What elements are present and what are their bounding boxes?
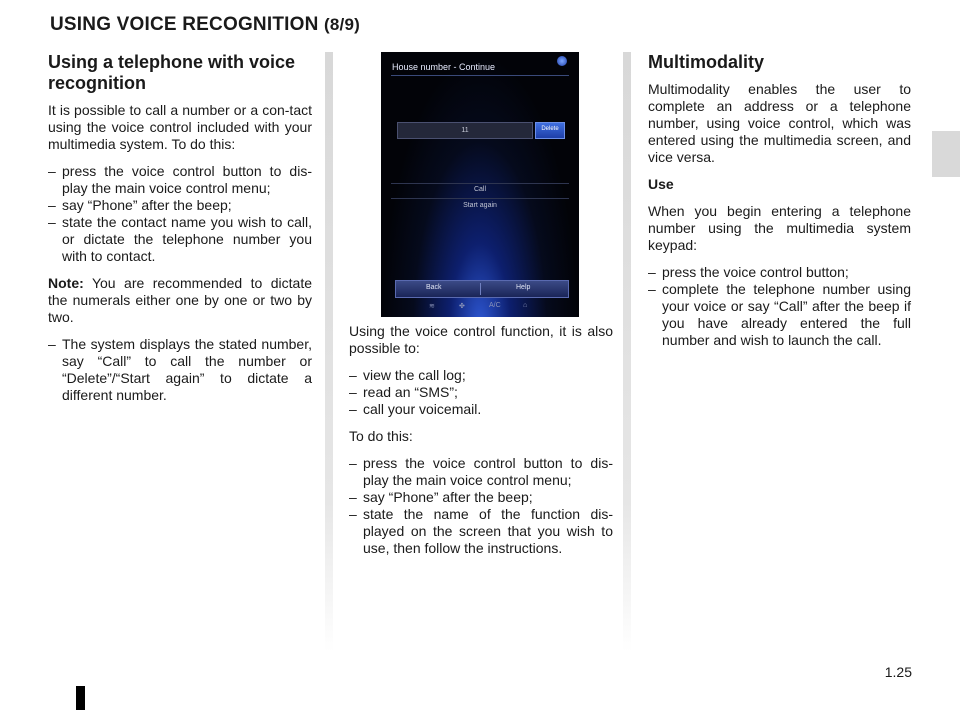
fan-icon[interactable]: ≋ — [429, 303, 435, 310]
list-item: – press the voice control button to dis-play the main voice control menu; — [349, 455, 613, 489]
list-item: – press the voice control button to dis-play the main voice control menu; — [48, 163, 312, 197]
list-item: – view the call log; — [349, 367, 613, 384]
note-label: Note: — [48, 275, 84, 291]
step-list — [349, 455, 613, 557]
back-button[interactable]: Back — [426, 284, 442, 291]
paragraph: Using the voice control function, it is also possible to: — [349, 323, 613, 356]
defrost-icon[interactable]: ⌂ — [523, 302, 528, 309]
column-divider — [325, 52, 333, 652]
page-title: USING VOICE RECOGNITION (8/9) — [50, 14, 360, 35]
voice-indicator-icon — [557, 56, 567, 66]
paragraph: It is possible to call a number or a con-tact using the voice control included with your multimedia system. To do this: — [48, 102, 312, 152]
note-text: You are recommended to dictate the numerals either one by one or two by two. — [48, 275, 312, 325]
call-option[interactable]: Call — [473, 186, 487, 193]
paragraph: When you begin entering a telephone number using the multimedia system keypad: — [648, 203, 911, 253]
middle-column — [349, 323, 613, 567]
column-divider — [623, 52, 631, 652]
paragraph: Multimodality enables the user to complete an address or a telephone number, using voice control, which was entered using the multimedia screen, and vice versa. — [648, 81, 911, 165]
list-item: – state the name of the function dis-played on the screen that you wish to use, then follow the instructions. — [349, 506, 613, 557]
section-heading: Multimodality — [648, 52, 764, 72]
climate-bar — [381, 302, 579, 314]
delete-button[interactable]: Delete — [535, 122, 565, 139]
page-title-suffix: (8/9) — [324, 15, 360, 34]
list-item: – The system displays the stated number, say “Call” to call the number or “Delete”/“Start again” to dictate a different number. — [48, 336, 312, 404]
function-list — [349, 367, 613, 418]
list-item: – press the voice control button; — [648, 264, 911, 281]
help-button[interactable]: Help — [516, 284, 531, 291]
page-number: 1.25 — [884, 664, 912, 680]
subheading: Use — [648, 176, 674, 192]
right-column — [648, 52, 911, 359]
step-list — [48, 336, 312, 404]
left-column — [48, 52, 312, 414]
list-item: – say “Phone” after the beep; — [349, 489, 613, 506]
start-again-option[interactable]: Start again — [463, 202, 497, 209]
paragraph: To do this: — [349, 428, 413, 444]
multimedia-screen — [381, 52, 579, 317]
list-item: – state the contact name you wish to call, or dictate the telephone number you with to contact. — [48, 214, 312, 265]
list-item: – call your voicemail. — [349, 401, 613, 418]
screen-title: House number - Continue — [392, 62, 496, 72]
list-item: – read an “SMS”; — [349, 384, 613, 401]
section-heading: Using a telephone with voice recognition — [48, 52, 296, 93]
step-list — [48, 163, 312, 265]
number-field[interactable]: 11 — [397, 122, 533, 139]
corner-mark — [76, 686, 85, 710]
air-icon[interactable]: ✤ — [459, 303, 465, 310]
list-item: – say “Phone” after the beep; — [48, 197, 312, 214]
screen-footer-bar — [395, 280, 569, 298]
list-item: – complete the telephone number using your voice or say “Call” after the beep if you have already entered the full number and wish to launch the call. — [648, 281, 911, 349]
note-paragraph — [48, 275, 312, 326]
section-tab — [932, 131, 960, 177]
ac-icon[interactable]: A/C — [489, 302, 501, 309]
step-list — [648, 264, 911, 349]
